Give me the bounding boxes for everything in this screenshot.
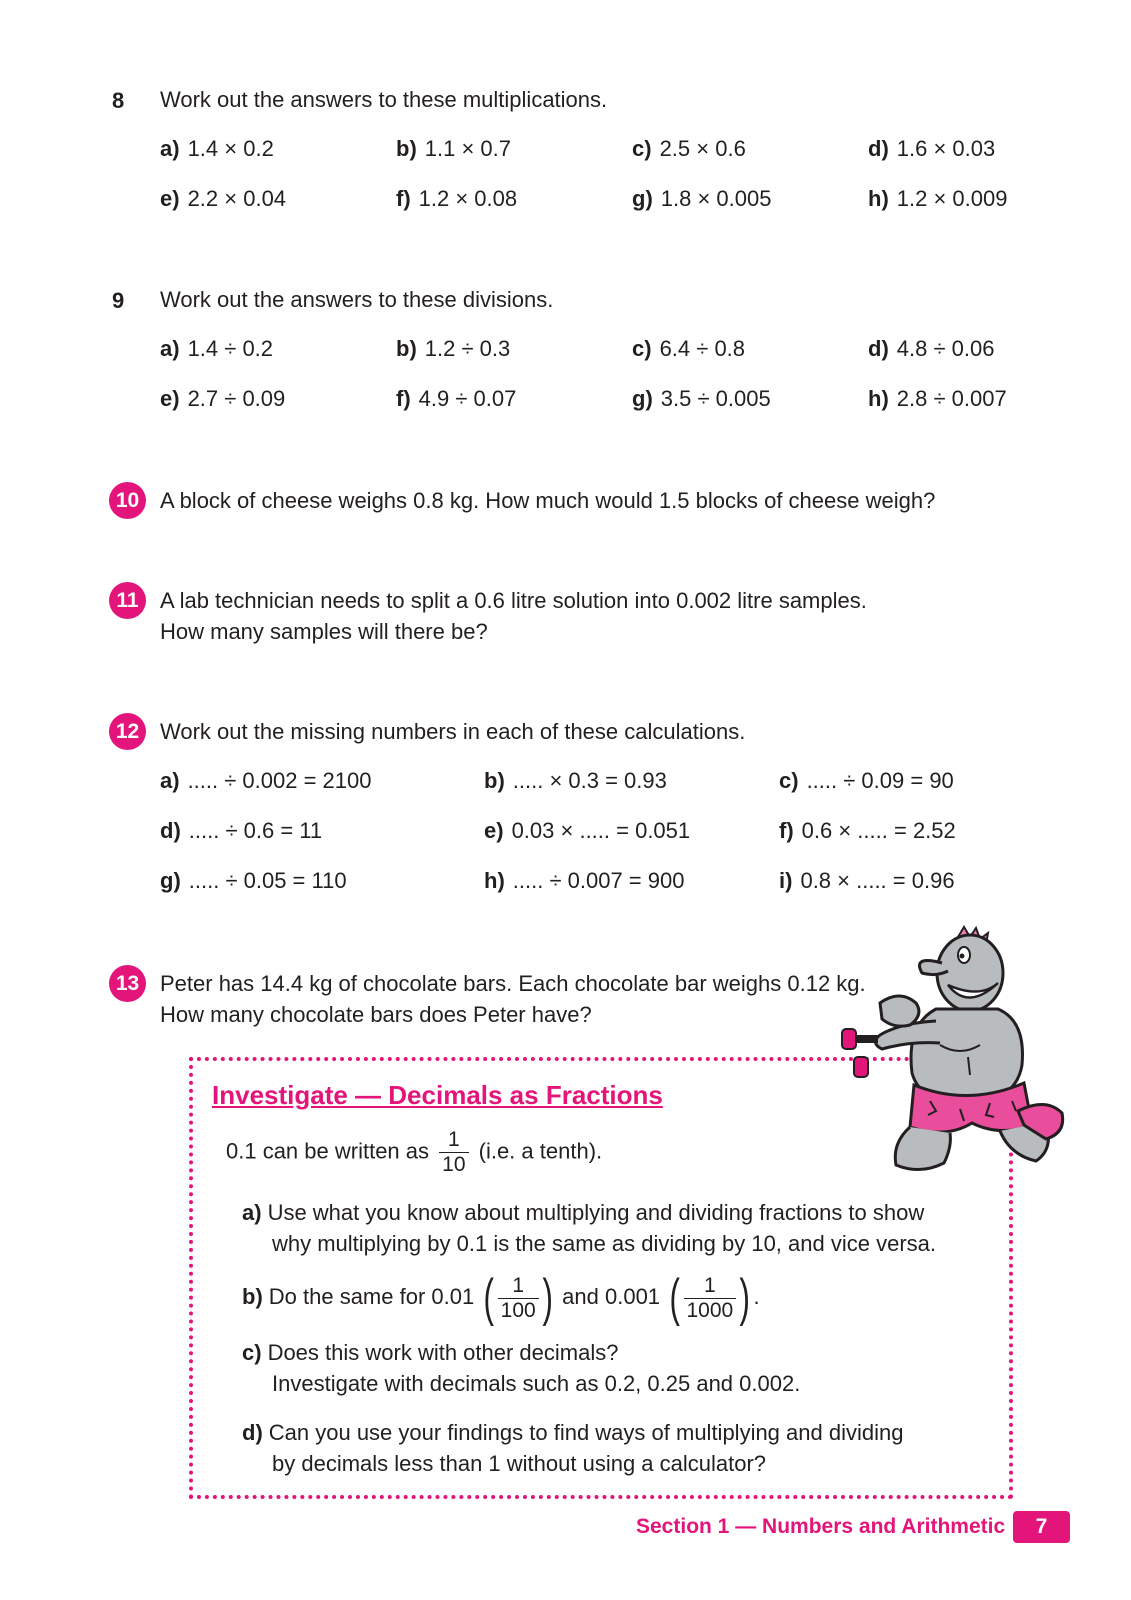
q12-part-d: d) ..... ÷ 0.6 = 11 [160, 818, 323, 843]
investigate-part-c: c) Does this work with other decimals? Investigate with decimals such as 0.2, 0.25 and 0.002. [242, 1340, 801, 1396]
q12-part-a: a) ..... ÷ 0.002 = 2100 [160, 768, 372, 793]
investigate-title: Investigate — Decimals as Fractions [212, 1080, 663, 1110]
q9-part-b: b) 1.2 ÷ 0.3 [396, 336, 511, 361]
investigate-part-d: d) Can you use your findings to find ways of multiplying and dividing by decimals less than 1 without using a calculator? [242, 1420, 904, 1476]
question-11-line-1: A lab technician needs to split a 0.6 litre solution into 0.002 litre samples. [160, 588, 867, 613]
question-number-9: 9 [112, 288, 125, 313]
q8-part-d: d) 1.6 × 0.03 [868, 136, 996, 161]
question-13-line-2: How many chocolate bars does Peter have? [160, 1002, 592, 1027]
q9-part-g: g) 3.5 ÷ 0.005 [632, 386, 771, 411]
fraction-one-hundredth: ( $\frac{1}{100}$ ) [483, 1269, 553, 1327]
q9-part-e: e) 2.7 ÷ 0.09 [160, 386, 286, 411]
investigate-part-a: a) Use what you know about multiplying and dividing fractions to show why multiplying by 0.1 is the same as dividing by 10, and vice versa. [242, 1200, 936, 1256]
question-number-8: 8 [112, 88, 125, 113]
question-12-text: Work out the missing numbers in each of these calculations. [160, 719, 746, 744]
q12-part-h: h) ..... ÷ 0.007 = 900 [484, 868, 685, 893]
q12-part-f: f) 0.6 × ..... = 2.52 [779, 818, 956, 843]
investigate-part-b: b) Do the same for 0.01 ( $\frac{1}{100}$ ) and 0.001 ( $\frac{1}{1000}$ ) . [242, 1269, 760, 1327]
q8-part-a: a) 1.4 × 0.2 [160, 136, 274, 161]
q9-part-a: a) 1.4 ÷ 0.2 [160, 336, 274, 361]
q8-part-c: c) 2.5 × 0.6 [632, 136, 746, 161]
q8-part-e: e) 2.2 × 0.04 [160, 186, 287, 211]
q9-part-c: c) 6.4 ÷ 0.8 [632, 336, 746, 361]
page-number: 7 [1013, 1511, 1070, 1543]
strongman-cartoon-illustration [840, 925, 1070, 1180]
q9-part-f: f) 4.9 ÷ 0.07 [396, 386, 517, 411]
q9-part-d: d) 4.8 ÷ 0.06 [868, 336, 995, 361]
q8-part-b: b) 1.1 × 0.7 [396, 136, 512, 161]
fraction-one-thousandth: ( $\frac{1}{1000}$ ) [669, 1269, 751, 1327]
question-9-text: Work out the answers to these divisions. [160, 287, 554, 312]
question-13-line-1: Peter has 14.4 kg of chocolate bars. Each chocolate bar weighs 0.12 kg. [160, 971, 866, 996]
footer-section-title: Section 1 — Numbers and Arithmetic [636, 1515, 1006, 1538]
q12-part-e: e) 0.03 × ..... = 0.051 [484, 818, 691, 843]
question-badge-12: 12 [109, 713, 146, 750]
question-10-text: A block of cheese weighs 0.8 kg. How much would 1.5 blocks of cheese weigh? [160, 488, 936, 513]
q8-part-f: f) 1.2 × 0.08 [396, 186, 518, 211]
fraction-one-tenth: $\frac{1}{10}$ [439, 1128, 468, 1177]
q12-part-b: b) ..... × 0.3 = 0.93 [484, 768, 667, 793]
question-badge-10: 10 [109, 482, 146, 519]
question-11-line-2: How many samples will there be? [160, 619, 488, 644]
q12-part-i: i) 0.8 × ..... = 0.96 [779, 868, 955, 893]
q9-part-h: h) 2.8 ÷ 0.007 [868, 386, 1007, 411]
question-8-text: Work out the answers to these multiplications. [160, 87, 608, 112]
investigate-intro: 0.1 can be written as $\frac{1}{10}$ (i.e. a tenth). [226, 1128, 603, 1176]
q12-part-g: g) ..... ÷ 0.05 = 110 [160, 868, 347, 893]
question-badge-13: 13 [109, 965, 146, 1002]
question-badge-11: 11 [109, 582, 146, 619]
q8-part-h: h) 1.2 × 0.009 [868, 186, 1008, 211]
q8-part-g: g) 1.8 × 0.005 [632, 186, 772, 211]
q12-part-c: c) ..... ÷ 0.09 = 90 [779, 768, 954, 793]
